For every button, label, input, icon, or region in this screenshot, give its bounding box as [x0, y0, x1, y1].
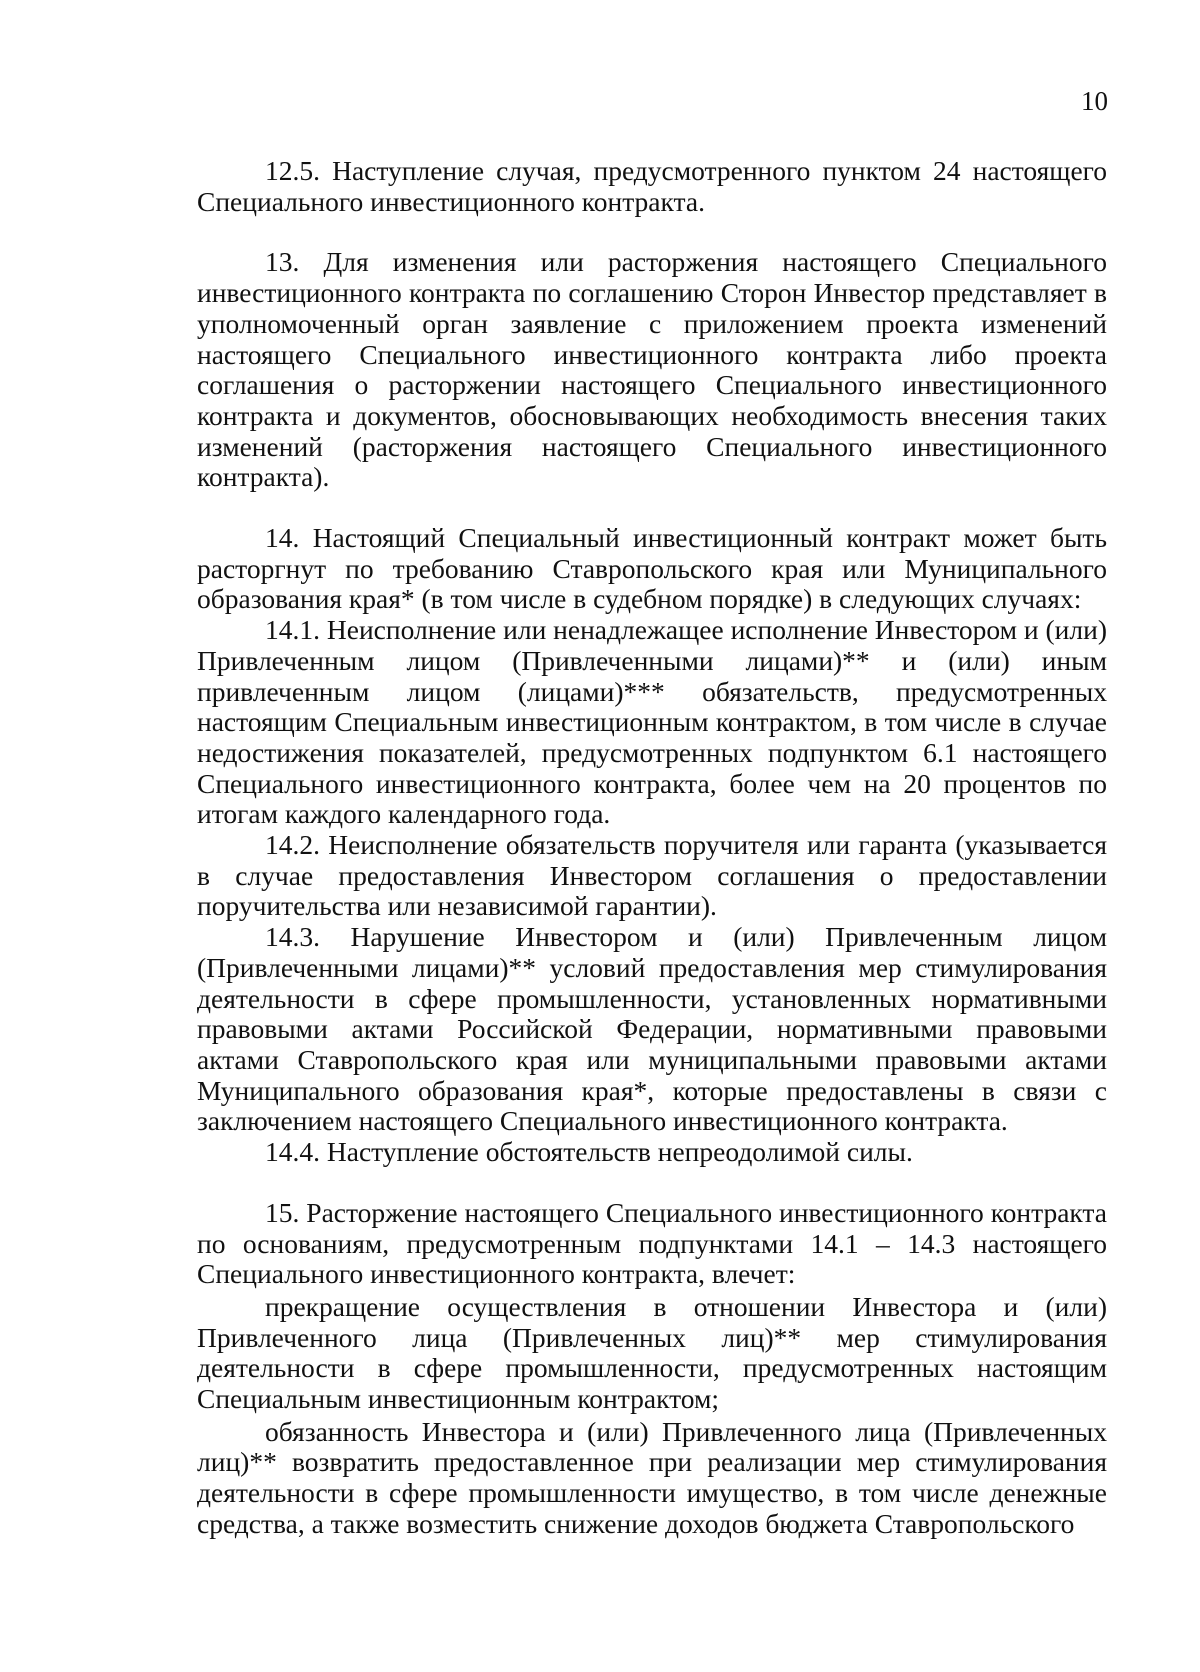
- paragraph-15-termination-measures: прекращение осуществления в отношении Инвестора и (или) Привлеченного лица (Привлеченных лиц)** мер стимулирования деятельности в сфере промышленности, предусмотренных настоящим Специальным инвестиционным контрактом;: [197, 1290, 1107, 1415]
- paragraph-13: 13. Для изменения или расторжения настоящего Специального инвестиционного контракта по соглашению Сторон Инвестор представляет в уполномоченный орган заявление с приложением проекта изменений настоящего Специального инвестиционного контракта либо проекта соглашения о расторжении настоящего Специального инвестиционного контракта и документов, обосновывающих необходимость внесения таких изменений (расторжения настоящего Специального инвестиционного контракта).: [197, 246, 1107, 493]
- paragraph-15-return-obligation: обязанность Инвестора и (или) Привлеченного лица (Привлеченных лиц)** возвратить предоставленное при реализации мер стимулирования деятельности в сфере промышленности имущество, в том числе денежные средства, а также возместить снижение доходов бюджета Ставропольского: [197, 1415, 1107, 1539]
- paragraph-14-1: 14.1. Неисполнение или ненадлежащее исполнение Инвестором и (или) Привлеченным лицом (Привлеченными лицами)** и (или) иным привлеченным лицом (лицами)*** обязательств, предусмотренных настоящим Специальным инвестиционным контрактом, в том числе в случае недостижения показателей, предусмотренных подпунктом 6.1 настоящего Специального инвестиционного контракта, более чем на 20 процентов по итогам каждого календарного года.: [197, 614, 1107, 830]
- paragraph-14-3: 14.3. Нарушение Инвестором и (или) Привлеченным лицом (Привлеченными лицами)** условий предоставления мер стимулирования деятельности в сфере промышленности, установленных нормативными правовыми актами Российской Федерации, нормативными правовыми актами Ставропольского края или муниципальными правовыми актами Муниципального образования края*, которые предоставлены в связи с заключением настоящего Специального инвестиционного контракта.: [197, 921, 1107, 1137]
- page-number: 10: [1081, 86, 1108, 116]
- document-body: [197, 156, 1107, 1540]
- paragraph-14: 14. Настоящий Специальный инвестиционный контракт может быть расторгнут по требованию Ставропольского края или Муниципального образования края* (в том числе в судебном порядке) в следующих случаях:: [197, 522, 1107, 615]
- paragraph-12-5: 12.5. Наступление случая, предусмотренного пунктом 24 настоящего Специального инвестиционного контракта.: [197, 155, 1107, 217]
- paragraph-15: 15. Расторжение настоящего Специального инвестиционного контракта по основаниям, предусмотренным подпунктами 14.1 – 14.3 настоящего Специального инвестиционного контракта, влечет:: [197, 1196, 1107, 1290]
- paragraph-14-4: 14.4. Наступление обстоятельств непреодолимой силы.: [265, 1136, 913, 1168]
- paragraph-14-2: 14.2. Неисполнение обязательств поручителя или гаранта (указывается в случае предоставления Инвестором соглашения о предоставлении поручительства или независимой гарантии).: [197, 829, 1107, 922]
